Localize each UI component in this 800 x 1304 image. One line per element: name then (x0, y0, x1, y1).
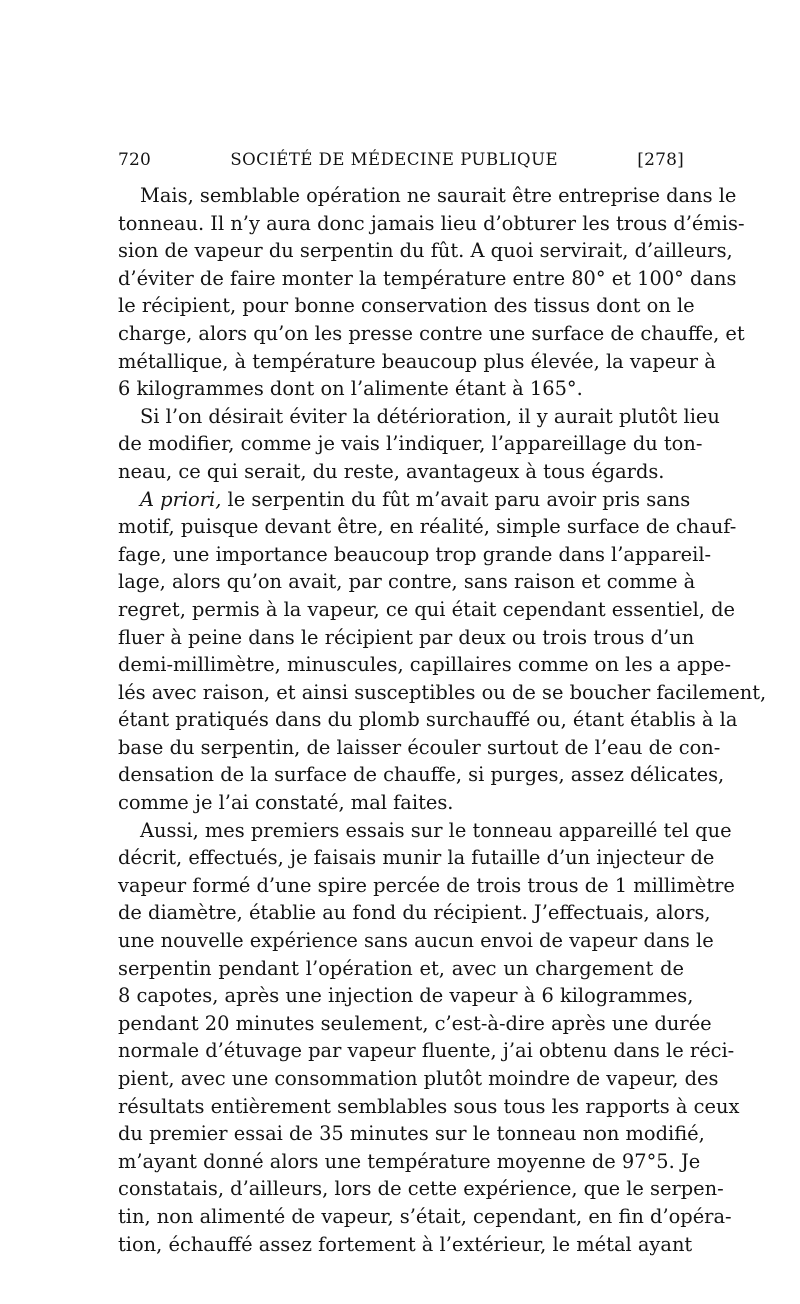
paragraph (118, 182, 745, 403)
text-line: normale d’étuvage par vapeur fluente, j’ai obtenu dans le réci- (118, 1039, 735, 1063)
text-line: comme je l’ai constaté, mal faites. (118, 791, 454, 815)
text-line: regret, permis à la vapeur, ce qui était cependant essentiel, de (118, 597, 735, 621)
text-line: 6 kilogrammes dont on l’alimente étant à 165°. (118, 377, 583, 401)
text-line: tion, échauffé assez fortement à l’extérieur, le métal ayant (118, 1232, 693, 1256)
text-line: de modifier, comme je vais l’indiquer, l’appareillage du ton- (118, 432, 703, 456)
text-line: pient, avec une consommation plutôt moindre de vapeur, des (118, 1067, 719, 1090)
text-line: Mais, semblable opération ne saurait être entreprise dans le (140, 184, 737, 207)
text-line: sion de vapeur du serpentin du fût. A quoi servirait, d’ailleurs, (118, 239, 733, 263)
text-line: de diamètre, établie au fond du récipient. J’effectuais, alors, (118, 901, 711, 925)
text-line: constatais, d’ailleurs, lors de cette expérience, que le serpen- (118, 1177, 724, 1201)
text-line: décrit, effectués, je faisais munir la futaille d’un injecteur de (118, 846, 715, 870)
text-line: vapeur formé d’une spire percée de trois trous de 1 millimètre (118, 873, 735, 897)
text-line: base du serpentin, de laisser écouler surtout de l’eau de con- (118, 735, 721, 759)
paragraph (118, 403, 720, 486)
text-line: pendant 20 minutes seulement, c’est-à-dire après une durée (118, 1011, 712, 1035)
page-number: 720 (118, 150, 152, 170)
text-line: m’ayant donné alors une température moyenne de 97°5. Je (118, 1149, 701, 1173)
text-line: fage, une importance beaucoup trop grande dans l’appareil- (118, 542, 712, 566)
text-line: Si l’on désirait éviter la détérioration, il y aurait plutôt lieu (140, 404, 720, 428)
text-line: métallique, à température beaucoup plus élevée, la vapeur à (118, 349, 716, 373)
text-line: fluer à peine dans le récipient par deux ou trois trous d’un (118, 625, 695, 649)
text-line: motif, puisque devant être, en réalité, simple surface de chauf- (118, 515, 737, 539)
italic-lead: A priori, (140, 487, 222, 511)
running-title: SOCIÉTÉ DE MÉDECINE PUBLIQUE (230, 150, 559, 169)
text-line: serpentin pendant l’opération et, avec un chargement de (118, 956, 684, 980)
text-line: 8 capotes, après une injection de vapeur à 6 kilogrammes, (118, 984, 694, 1008)
text-line: une nouvelle expérience sans aucun envoi de vapeur dans le (118, 929, 714, 953)
text-line: Aussi, mes premiers essais sur le tonneau appareillé tel que (140, 818, 732, 842)
text-line: neau, ce qui serait, du reste, avantageux à tous égards. (118, 459, 665, 483)
text-line: lés avec raison, et ainsi susceptibles ou de se boucher facilement, (118, 680, 767, 704)
paragraph (118, 486, 767, 817)
text-line: demi-millimètre, minuscules, capillaires comme on les a appe- (118, 653, 732, 677)
text-line: charge, alors qu’on les presse contre une surface de chauffe, et (118, 321, 745, 345)
text-line: lage, alors qu’on avait, par contre, sans raison et comme à (118, 570, 696, 594)
bracket-page-number: [278] (637, 150, 684, 170)
text-line: densation de la surface de chauffe, si purges, assez délicates, (118, 763, 725, 787)
text-line: résultats entièrement semblables sous tous les rapports à ceux (118, 1094, 740, 1118)
body-text (118, 182, 767, 1258)
text-line: le récipient, pour bonne conservation des tissus dont on le (118, 294, 695, 318)
running-head (118, 150, 684, 174)
text-line: du premier essai de 35 minutes sur le tonneau non modifié, (118, 1122, 705, 1146)
text-line: tin, non alimenté de vapeur, s’était, cependant, en fin d’opéra- (118, 1204, 732, 1228)
text-line: d’éviter de faire monter la température entre 80° et 100° dans (118, 266, 737, 290)
text-line: étant pratiqués dans du plomb surchauffé ou, étant établis à la (118, 708, 738, 732)
text-line: tonneau. Il n’y aura donc jamais lieu d’obturer les trous d’émis- (118, 211, 745, 235)
text-line: A priori, le serpentin du fût m’avait paru avoir pris sans (140, 487, 691, 511)
paragraph (118, 817, 740, 1259)
